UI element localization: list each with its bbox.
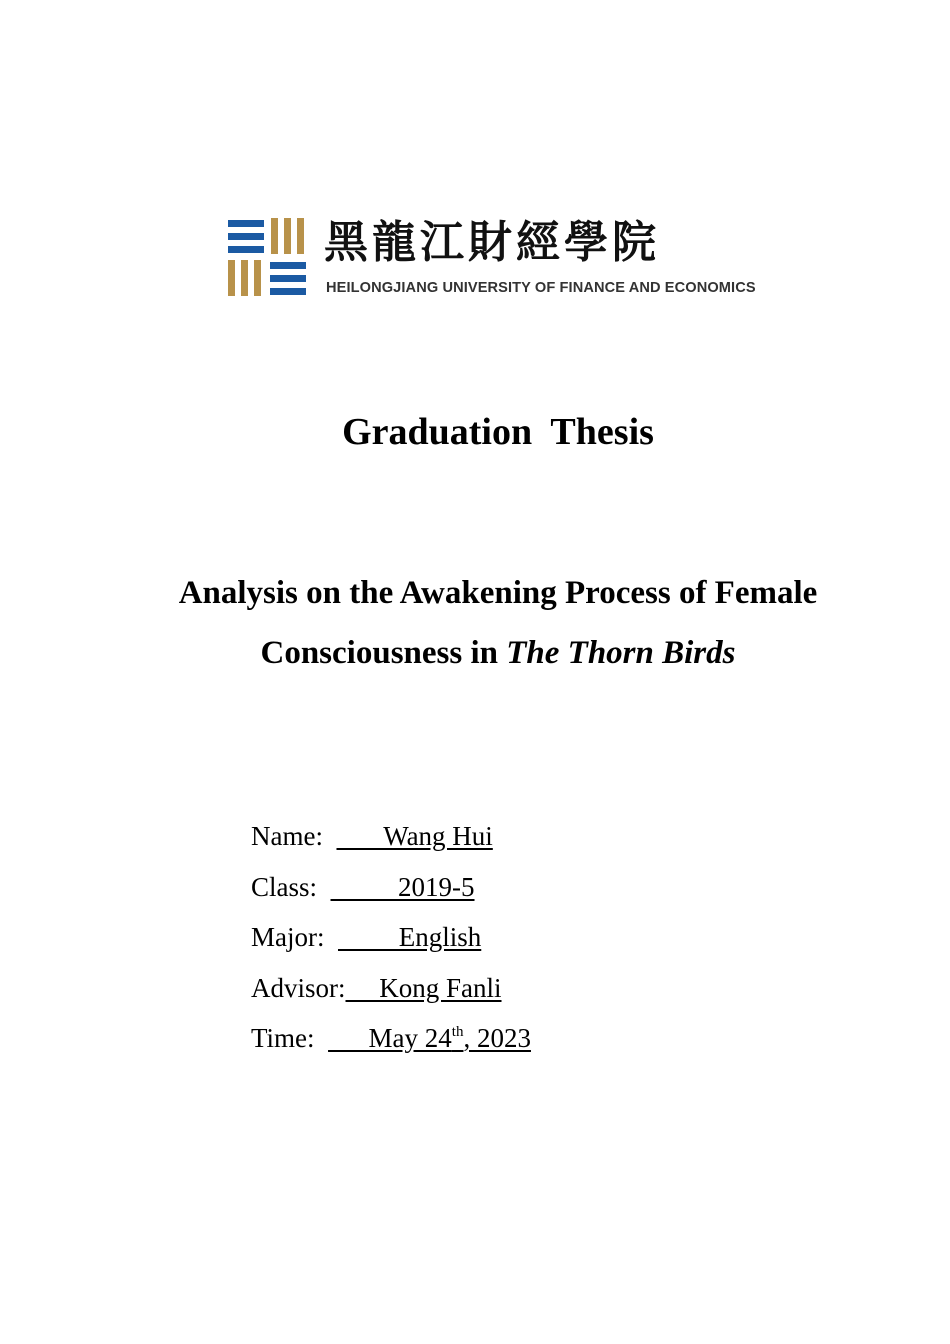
university-logo <box>228 212 773 302</box>
info-row-advisor <box>251 967 531 1018</box>
info-value-time <box>328 1023 531 1053</box>
info-value-advisor: Kong Fanli <box>345 972 502 1003</box>
info-value-name: Wang Hui <box>336 821 493 851</box>
info-value-major: English <box>338 922 482 952</box>
info-label-major: Major: <box>251 922 338 952</box>
book-title: The Thorn Birds <box>506 635 736 671</box>
thesis-title-line-1: Analysis on the Awakening Process of Female <box>178 575 818 611</box>
info-label-time: Time: <box>251 1023 329 1053</box>
info-label-name: Name: <box>251 821 337 851</box>
student-info <box>251 815 531 1068</box>
info-row-major <box>251 916 531 967</box>
info-row-time <box>251 1017 531 1068</box>
thesis-title-line-2-prefix: Consciousness in <box>260 635 507 671</box>
university-emblem-icon <box>228 216 308 296</box>
info-value-time-year: , 2023 <box>463 1023 531 1053</box>
info-row-name <box>251 815 531 866</box>
info-label-class: Class: <box>251 871 331 902</box>
university-name-english: HEILONGJIANG UNIVERSITY OF FINANCE AND ECONOMICS <box>326 280 756 296</box>
info-label-advisor: Advisor: <box>251 972 346 1003</box>
info-row-class <box>251 866 531 917</box>
info-value-class: 2019-5 <box>330 871 475 902</box>
document-type-heading: Graduation Thesis <box>342 411 654 453</box>
info-value-time-ordinal: th <box>451 1024 464 1040</box>
thesis-title-line-2 <box>0 623 950 683</box>
thesis-title <box>0 563 950 683</box>
info-value-time-date: May 24 <box>328 1023 452 1053</box>
university-name-chinese: 黑龍江財經學院 <box>324 217 660 268</box>
